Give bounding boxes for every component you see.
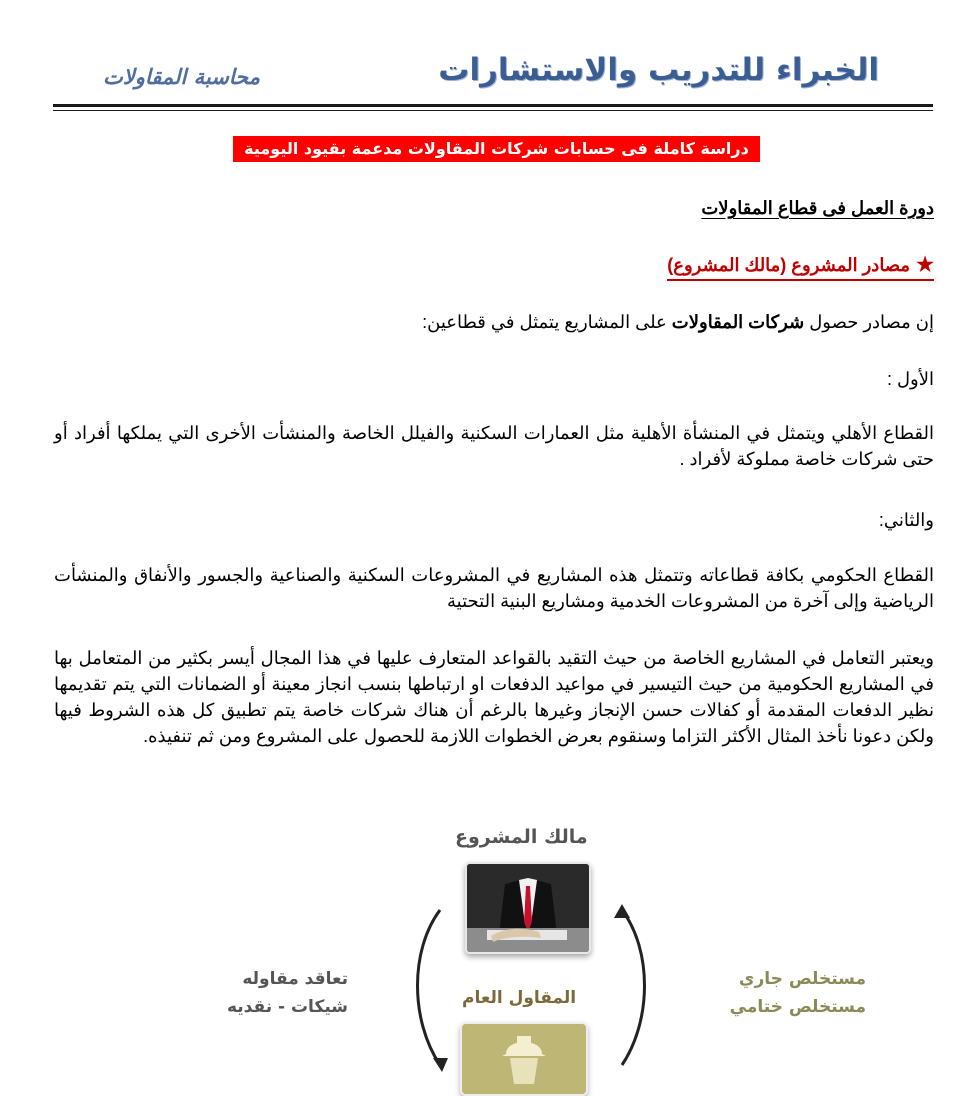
contractor-image [460, 1022, 588, 1096]
section-title: دورة العمل فى قطاع المقاولات [701, 198, 934, 218]
subsection-title-text: مصادر المشروع (مالك المشروع) [667, 255, 911, 275]
right-flow-line2: مستخلص ختامي [729, 997, 866, 1017]
intro-paragraph [422, 309, 934, 335]
left-flow-line2: شيكات - نقديه [226, 997, 348, 1017]
left-flow-line1: تعاقد مقاوله [242, 969, 348, 989]
intro-prefix: إن مصادر حصول [809, 312, 934, 332]
intro-suffix: على المشاريع يتمثل في قطاعين: [422, 312, 667, 332]
header-rule-thick [53, 104, 933, 107]
right-flow-line1: مستخلص جاري [738, 969, 866, 989]
brand-title: الخبراء للتدريب والاستشارات [438, 52, 879, 88]
right-flow-labels [696, 965, 866, 1021]
closing-paragraph: ويعتبر التعامل في المشاريع الخاصة من حيث التقيد بالقواعد المتعارف عليها في هذا المجال أيسر بكثير من المتعامل بها في المشاريع الحكومية من حيث التيسير في مواعيد الدفعات او ارتباطها بنسب انجاز معينة أو الضمانات التي يتم تقديمها نظير الدفعات المقدمة أو كفالات حسن الإنجاز وغيرها بالرغم أن هناك شركات خاصة يتم تطبيق كل هذه الشروط فيها ولكن دعونا نأخذ المثال الأكثر التزاما وسنقوم بعرض الخطوات اللازمة للحصول على المشروع ومن ثم تنفيذه. [54, 648, 934, 746]
owner-label: مالك المشروع [455, 826, 588, 848]
second-label: والثاني: [878, 510, 934, 530]
star-icon: ★ [916, 254, 934, 276]
first-label: الأول : [886, 369, 934, 389]
subsection-title [667, 252, 934, 281]
header-rule-thin [53, 110, 933, 111]
second-text: القطاع الحكومي بكافة قطاعاته وتتمثل هذه المشاريع في المشروعات السكنية والصناعية والجسور والأنفاق والمنشأت الرياضية وإلى آخرة من المشروعات الخدمية ومشاريع البنية التحتية [54, 565, 934, 611]
brand-subtitle: محاسبة المقاولات [103, 64, 260, 89]
title-banner: دراسة كاملة فى حسابات شركات المقاولات مدعمة بقيود اليومية [233, 136, 760, 162]
contractor-label: المقاول العام [462, 988, 577, 1008]
intro-bold: شركات المقاولات [671, 312, 805, 332]
left-flow-labels [198, 965, 348, 1021]
first-text: القطاع الأهلي ويتمثل في المنشأة الأهلية مثل العمارات السكنية والفيلل الخاصة والمنشأت الأخرى التي يملكها أفراد أو حتى شركات خاصة مملوكة لأفراد . [54, 423, 934, 469]
